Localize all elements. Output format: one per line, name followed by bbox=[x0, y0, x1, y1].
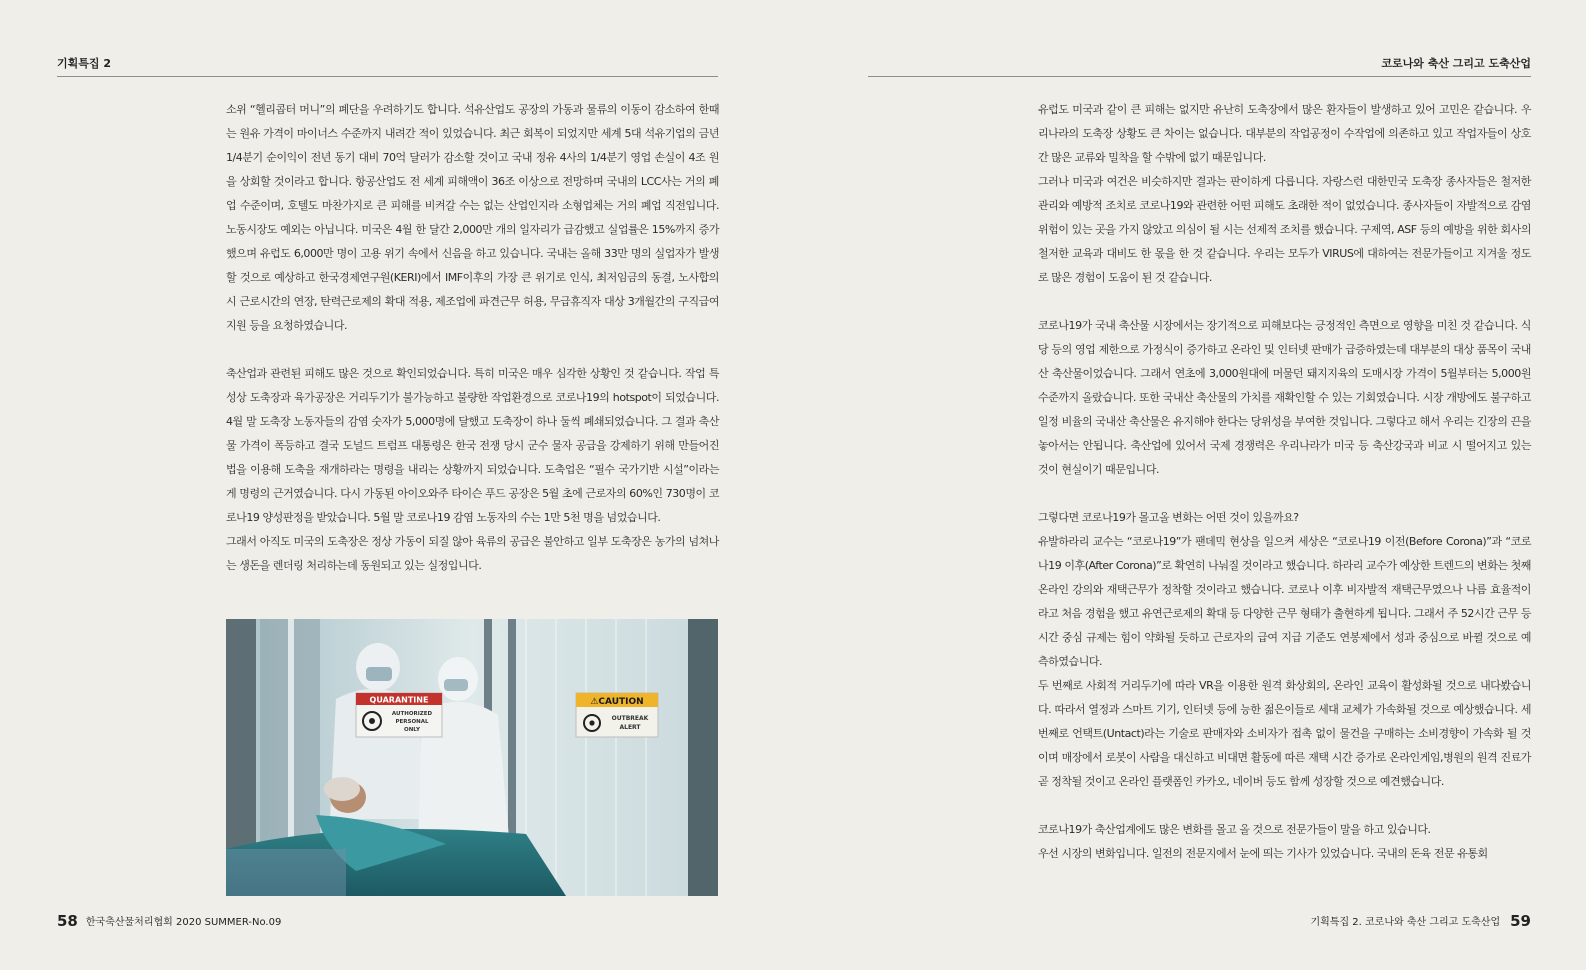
quarantine-ward-photo bbox=[226, 619, 718, 896]
caution-sign-line2: ALERT bbox=[619, 724, 641, 731]
right-page-body bbox=[1038, 98, 1531, 866]
running-header-right: 코로나와 축산 그리고 도축산업 bbox=[1381, 57, 1531, 70]
body-paragraph: 그러나 미국과 여건은 비슷하지만 결과는 판이하게 다릅니다. 자랑스런 대한민국 도축장 종사자들은 철저한 관리와 예방적 조치로 코로나19와 관련한 어떤 피해도 초래한 적이 없었습니다. 종사자들이 자발적으로 감염 위험이 있는 곳을 가지 않았고 의심이 될 시는 선제적 조치를 했습니다. 구제역, ASF 등의 예방을 위한 회사의 철저한 교육과 대비도 한 몫을 한 것 같습니다. 우리는 모두가 VIRUS에 대하여는 전문가들이고 지겨울 정도로 많은 경험이 도움이 된 것 같습니다. bbox=[1038, 175, 1531, 284]
footer-left bbox=[57, 912, 281, 930]
header-rule-left bbox=[57, 76, 718, 77]
page-number-right: 59 bbox=[1510, 912, 1531, 930]
body-paragraph: 그렇다면 코로나19가 몰고올 변화는 어떤 것이 있을까요? bbox=[1038, 511, 1299, 524]
paragraph-gap bbox=[1038, 482, 1531, 506]
body-paragraph: 두 번째로 사회적 거리두기에 따라 VR을 이용한 원격 화상회의, 온라인 교육이 활성화될 것으로 내다봤습니다. 따라서 열정과 스마트 기기, 인터넷 등에 능한 젊은이들로 세대 교체가 가속화될 것으로 예상했습니다. 세 번째로 언택트(Untact)라는 기술로 판매자와 소비자가 접촉 없이 물건을 구매하는 소비경향이 가속화 될 것이며 매장에서 로봇이 사람을 대신하고 비대면 활동에 따른 재택 시간 증가로 온라인게임,병원의 원격 진료가 곧 정착될 것이고 온라인 플랫폼인 카카오, 네이버 등도 함께 성장할 것으로 예견했습니다. bbox=[1038, 679, 1531, 788]
page-number-left: 58 bbox=[57, 912, 78, 930]
body-paragraph: 코로나19가 국내 축산물 시장에서는 장기적으로 피해보다는 긍정적인 측면으로 영향을 미친 것 같습니다. 식당 등의 영업 제한으로 가정식이 증가하고 온라인 및 인터넷 판매가 급증하였는데 대부분의 대상 품목이 국내산 축산물이었습니다. 그래서 연초에 3,000원대에 머물던 돼지지육의 도매시장 가격이 5월부터는 5,000원 수준까지 올랐습니다. 또한 국내산 축산물의 가치를 재확인할 수 있는 기회였습니다. 시장 개방에도 불구하고 일정 비율의 국내산 축산물은 유지해야 한다는 당위성을 부여한 것입니다. 그렇다고 해서 우리는 긴장의 끈을 놓아서는 안됩니다. 축산업에 있어서 국제 경쟁력은 우리나라가 미국 등 축산강국과 비교 시 떨어지고 있는 것이 현실이기 때문입니다. bbox=[1038, 319, 1531, 476]
paragraph-gap bbox=[226, 338, 719, 362]
body-paragraph: 그래서 아직도 미국의 도축장은 정상 가동이 되질 않아 육류의 공급은 불안하고 일부 도축장은 농가의 넘쳐나는 생돈을 렌더링 처리하는데 동원되고 있는 실정입니다. bbox=[226, 535, 719, 572]
running-header-left: 기획특집 2 bbox=[57, 57, 111, 70]
paragraph-gap bbox=[1038, 794, 1531, 818]
left-page-body bbox=[226, 98, 719, 578]
quarantine-sign-line3: ONLY bbox=[404, 727, 420, 733]
footer-right bbox=[1310, 912, 1531, 930]
body-paragraph: 유발하라리 교수는 “코로나19”가 팬데믹 현상을 일으켜 세상은 “코로나19 이전(Before Corona)”과 “코로나19 이후(After Corona)”로 확연히 나눠질 것이라고 했습니다. 하라리 교수가 예상한 트렌드의 변화는 첫째 온라인 강의와 재택근무가 정착할 것이라고 했습니다. 코로나 이후 비자발적 재택근무였으나 나름 효율적이라고 처음 경험을 했고 유연근로제의 확대 등 다양한 근무 형태가 출현하게 됩니다. 그래서 주 52시간 근무 등 시간 중심 규제는 힘이 약화될 듯하고 근로자의 급여 지급 기준도 연봉제에서 성과 중심으로 바뀔 것으로 예측하였습니다. bbox=[1038, 535, 1531, 668]
body-paragraph: 코로나19가 축산업계에도 많은 변화를 몰고 올 것으로 전문가들이 말을 하고 있습니다. bbox=[1038, 823, 1431, 836]
caution-sign-line1: OUTBREAK bbox=[611, 715, 649, 722]
quarantine-sign-line1: AUTHORIZED bbox=[391, 711, 433, 717]
header-rule-right bbox=[868, 76, 1531, 77]
caution-sign-title: ⚠CAUTION bbox=[590, 697, 644, 707]
caution-sign bbox=[576, 693, 658, 737]
quarantine-sign-line2: PERSONAL bbox=[395, 719, 429, 725]
quarantine-sign-title: QUARANTINE bbox=[369, 695, 429, 705]
paragraph-gap bbox=[1038, 290, 1531, 314]
body-paragraph: 우선 시장의 변화입니다. 일전의 전문지에서 눈에 띄는 기사가 있었습니다. 국내의 돈육 전문 유통회 bbox=[1038, 847, 1488, 860]
publication-title: 한국축산물처리협회 2020 SUMMER-No.09 bbox=[85, 917, 282, 928]
quarantine-sign bbox=[356, 693, 442, 737]
body-paragraph: 소위 “헬리콥터 머니”의 폐단을 우려하기도 합니다. 석유산업도 공장의 가동과 물류의 이동이 감소하여 한때는 원유 가격이 마이너스 수준까지 내려간 적이 있었습니다. 최근 회복이 되었지만 세계 5대 석유기업의 금년 1/4분기 순이익이 전년 동기 대비 70억 달러가 감소할 것이고 국내 정유 4사의 1/4분기 영업 손실이 4조 원을 상회할 것이라고 합니다. 항공산업도 전 세계 피해액이 36조 이상으로 전망하며 국내의 LCC사는 거의 폐업 수준이며, 호텔도 마찬가지로 큰 피해를 비켜갈 수는 없는 산업인지라 소형업체는 거의 폐업 직전입니다. 노동시장도 예외는 아닙니다. 미국은 4월 한 달간 2,000만 개의 일자리가 급감했고 실업률은 15%까지 증가했으며 유럽도 6,000만 명이 고용 위기 속에서 신음을 하고 있습니다. 국내는 올해 33만 명의 실업자가 발생할 것으로 예상하고 한국경제연구원(KERI)에서 IMF이후의 가장 큰 위기로 인식, 최저임금의 동결, 노사합의 시 근로시간의 연장, 탄력근로제의 확대 적용, 제조업에 파견근무 허용, 무급휴직자 대상 3개월간의 구직급여 지원 등을 요청하였습니다. bbox=[226, 103, 719, 332]
footer-section-title: 기획특집 2. 코로나와 축산 그리고 도축산업 bbox=[1310, 917, 1501, 928]
body-paragraph: 축산업과 관련된 피해도 많은 것으로 확인되었습니다. 특히 미국은 매우 심각한 상황인 것 같습니다. 작업 특성상 도축장과 육가공장은 거리두기가 불가능하고 불량한 작업환경으로 코로나19의 hotspot이 되었습니다. 4월 말 도축장 노동자들의 감염 숫자가 5,000명에 달했고 도축장이 하나 둘씩 폐쇄되었습니다. 그 결과 축산물 가격이 폭등하고 결국 도널드 트럼프 대통령은 한국 전쟁 당시 군수 물자 공급을 강제하기 위해 만들어진 법을 이용해 도축을 재개하라는 명령을 내리는 상황까지 되었습니다. 도축업은 “필수 국가기반 시설”이라는 게 명령의 근거였습니다. 다시 가동된 아이오와주 타이슨 푸드 공장은 5월 초에 근로자의 60%인 730명이 코로나19 양성판정을 받았습니다. 5월 말 코로나19 감염 노동자의 수는 1만 5천 명을 넘었습니다. bbox=[226, 367, 719, 524]
body-paragraph: 유럽도 미국과 같이 큰 피해는 없지만 유난히 도축장에서 많은 환자들이 발생하고 있어 고민은 같습니다. 우리나라의 도축장 상황도 큰 차이는 없습니다. 대부분의 작업공정이 수작업에 의존하고 있고 작업자들이 상호 간 많은 교류와 밀착을 할 수밖에 없기 때문입니다. bbox=[1038, 103, 1531, 164]
